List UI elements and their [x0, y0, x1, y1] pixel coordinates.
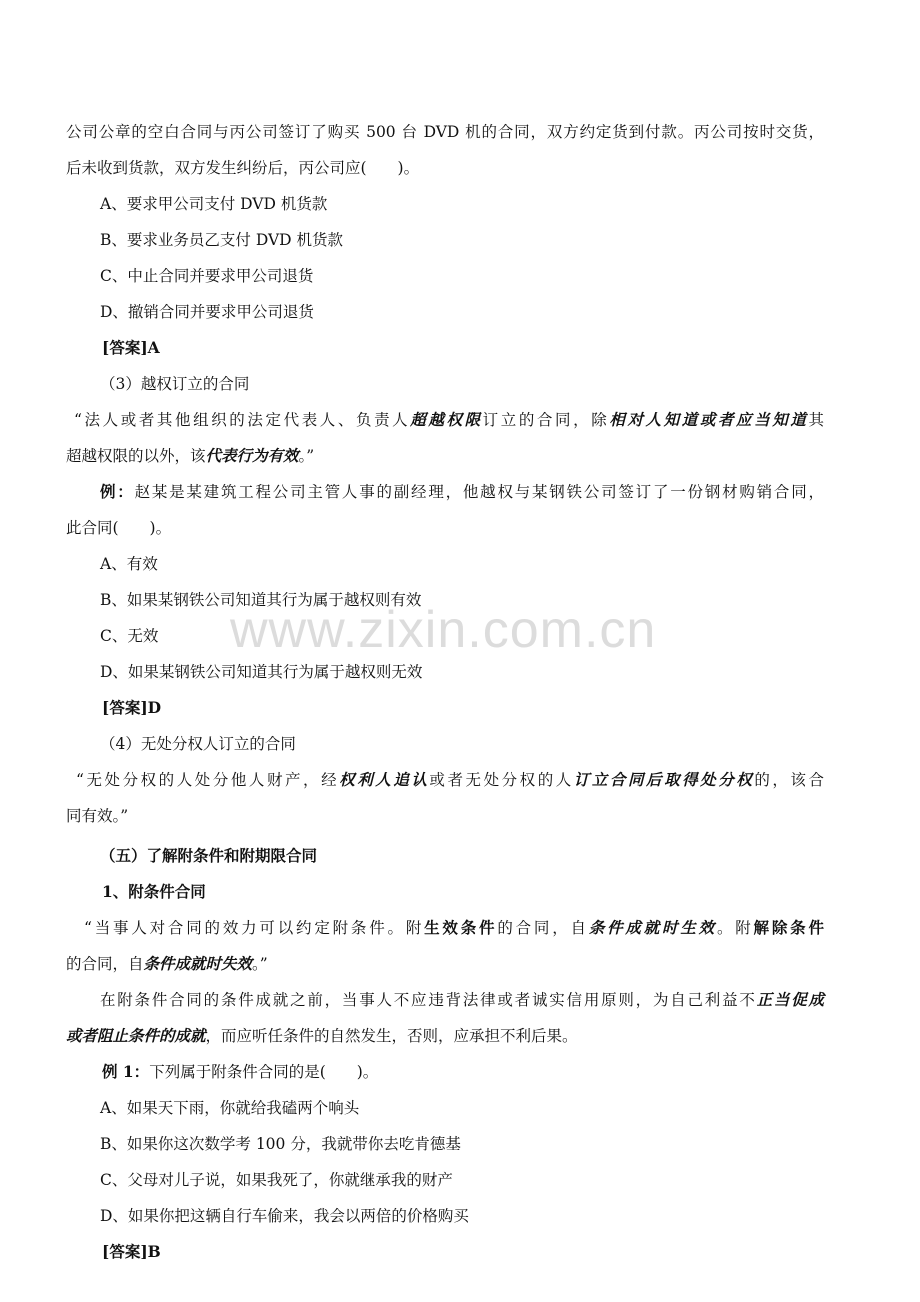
example-label: 例： — [100, 482, 135, 501]
answer-value: A — [147, 338, 160, 357]
quote-line: 同有效。” — [66, 807, 129, 825]
answer-line — [102, 697, 824, 719]
example-line: 例：赵某是某建筑工程公司主管人事的副经理，他越权与某钢铁公司签订了一份钢材购销合同， — [100, 482, 824, 501]
bold-term: 解除条件 — [753, 918, 824, 937]
answer-line — [102, 1241, 824, 1263]
emphasis: 订立合同后取得处分权 — [573, 770, 755, 789]
answer-line — [102, 337, 824, 359]
option-b: B、如果你这次数学考 100 分，我就带你去吃肯德基 — [100, 1135, 461, 1153]
section-heading: （五）了解附条件和附期限合同 — [100, 846, 318, 865]
emphasis: 权利人追认 — [339, 770, 430, 789]
option-b: B、如果某钢铁公司知道其行为属于越权则有效 — [100, 591, 422, 609]
answer-value: B — [147, 1242, 161, 1261]
emphasis: 超越权限 — [410, 410, 483, 429]
emphasis: 条件成就时生效 — [588, 918, 717, 937]
option-a: A、有效 — [100, 555, 158, 573]
example-line: 例 1：下列属于附条件合同的是( )。 — [102, 1062, 379, 1081]
example-line: 此合同( )。 — [66, 519, 172, 537]
answer-label: [答案] — [102, 338, 148, 357]
option-c: C、中止合同并要求甲公司退货 — [100, 267, 314, 285]
answer-value: D — [147, 698, 162, 717]
option-c: C、父母对儿子说，如果我死了，你就继承我的财产 — [100, 1171, 453, 1189]
emphasis: 条件成就时失效 — [143, 954, 253, 973]
option-c: C、无效 — [100, 627, 159, 645]
example-label: 例 1： — [102, 1062, 150, 1081]
subsection-heading: 1、附条件合同 — [102, 882, 206, 901]
option-d: D、如果你把这辆自行车偷来，我会以两倍的价格购买 — [100, 1207, 469, 1225]
emphasis: 相对人知道或者应当知道 — [609, 410, 809, 429]
section-heading: （3）越权订立的合同 — [100, 375, 250, 393]
watermark: www.zixin.com.cn — [230, 601, 657, 659]
option-a: A、要求甲公司支付 DVD 机货款 — [100, 195, 328, 213]
quote-line: 的合同，自条件成就时失效。” — [66, 954, 268, 973]
option-a: A、如果天下雨，你就给我磕两个响头 — [100, 1099, 360, 1117]
option-b: B、要求业务员乙支付 DVD 机货款 — [100, 231, 344, 249]
quote-line: 超越权限的以外，该代表行为有效。” — [66, 446, 315, 465]
option-d: D、撤销合同并要求甲公司退货 — [100, 303, 314, 321]
emphasis: 或者阻止条件的成就 — [66, 1026, 206, 1045]
option-d: D、如果某钢铁公司知道其行为属于越权则无效 — [100, 663, 423, 681]
paragraph-line: 后未收到货款，双方发生纠纷后，丙公司应( )。 — [66, 159, 420, 177]
paragraph-line: 公司公章的空白合同与丙公司签订了购买 500 台 DVD 机的合同，双方约定货到付款。丙公司按时交货， — [66, 123, 824, 141]
quote-line: “当事人对合同的效力可以约定附条件。附生效条件的合同，自条件成就时生效。附解除条件 — [84, 918, 824, 937]
answer-label: [答案] — [102, 1242, 148, 1261]
emphasis: 代表行为有效 — [205, 446, 299, 465]
paragraph-line: 在附条件合同的条件成就之前，当事人不应违背法律或者诚实信用原则，为自己利益不正当促成 — [100, 990, 824, 1009]
section-heading: （4）无处分权人订立的合同 — [100, 735, 296, 753]
bold-term: 生效条件 — [424, 918, 498, 937]
paragraph-line: 或者阻止条件的成就，而应听任条件的自然发生，否则，应承担不利后果。 — [66, 1026, 578, 1045]
emphasis: 正当促成 — [756, 990, 824, 1009]
quote-line: “法人或者其他组织的法定代表人、负责人超越权限订立的合同，除相对人知道或者应当知道其 — [74, 410, 824, 429]
answer-label: [答案] — [102, 698, 148, 717]
quote-line: “无处分权的人处分他人财产，经权利人追认或者无处分权的人订立合同后取得处分权的，该合 — [76, 770, 824, 789]
